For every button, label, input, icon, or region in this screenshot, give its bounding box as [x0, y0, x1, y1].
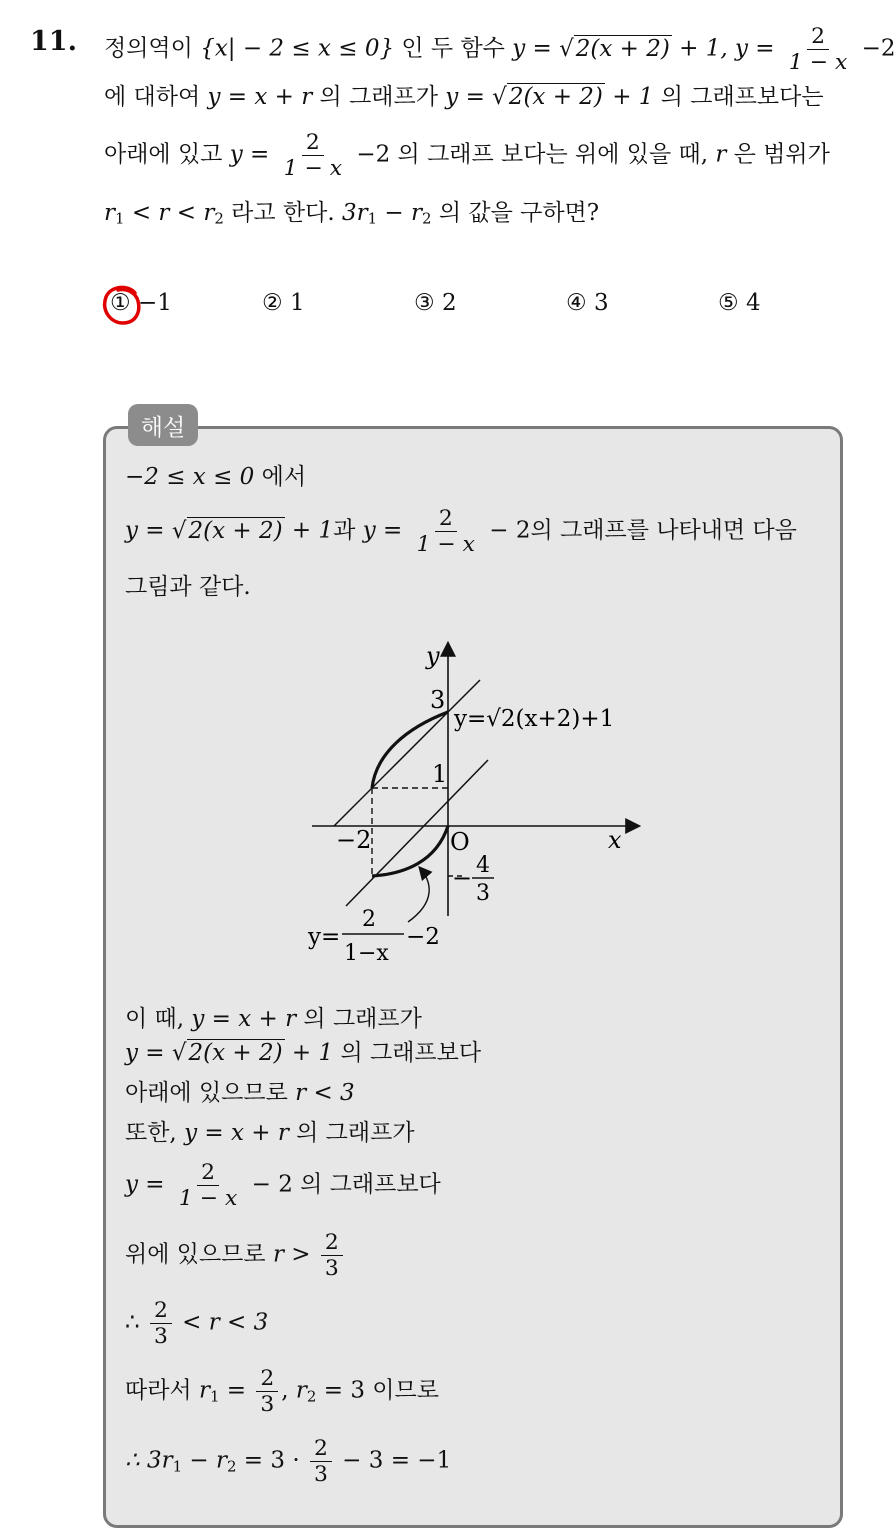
- text: 의 그래프가: [296, 1006, 422, 1032]
- math: 3r: [341, 200, 368, 226]
- solution-line-9: [125, 1230, 346, 1281]
- subscript: 2: [214, 209, 224, 228]
- fraction: [256, 1366, 278, 1417]
- text: 또한,: [125, 1120, 185, 1146]
- solution-line-5: [125, 1040, 481, 1068]
- fraction-denominator: 1 − x: [788, 50, 848, 76]
- question-number: 11.: [30, 26, 77, 57]
- math: + 1: [284, 1040, 334, 1066]
- fraction-denominator: 3: [260, 1392, 275, 1418]
- subscript: 2: [422, 209, 432, 228]
- fraction-numerator: 2: [321, 1230, 343, 1256]
- tick-label-3: 3: [430, 686, 446, 714]
- text: 이 때,: [125, 1006, 192, 1032]
- tick-label-neg2: −2: [336, 826, 372, 854]
- text: 의 그래프보다: [292, 1171, 441, 1198]
- math: −2 ≤ x ≤ 0: [125, 464, 255, 490]
- subscript: 2: [306, 1387, 317, 1406]
- choice-2[interactable]: [262, 290, 305, 316]
- subscript: 1: [367, 209, 378, 228]
- text: 의 그래프를 나타내면 다음: [530, 517, 797, 544]
- choice-value: −1: [137, 290, 172, 316]
- text: 이므로: [364, 1377, 439, 1404]
- math-y: y =: [125, 1171, 172, 1198]
- choice-value: 2: [441, 290, 457, 316]
- answer-circle-mark: [101, 283, 145, 327]
- math: − 2: [482, 517, 531, 544]
- y-axis-label: y: [426, 642, 440, 670]
- question-line-2: [104, 84, 824, 112]
- math: −2: [349, 141, 391, 168]
- math: < r < 3: [174, 1309, 269, 1336]
- math-y: y =: [125, 1040, 172, 1066]
- solution-line-11: [125, 1366, 439, 1417]
- solution-line-3: 그림과 같다.: [125, 574, 251, 600]
- math-y: y =: [445, 84, 493, 110]
- pointer-arrow: [408, 868, 429, 922]
- choice-value: 1: [289, 290, 305, 316]
- math: + 1: [604, 84, 654, 110]
- math: − r: [182, 1447, 227, 1474]
- math: r < 3: [295, 1080, 355, 1106]
- question-line-1: [104, 24, 896, 75]
- fraction-denominator: 1 − x: [178, 1186, 238, 1212]
- text: 의 그래프보다는: [653, 84, 824, 110]
- curve2-label-den: 1−x: [344, 941, 389, 966]
- math-y: y =: [362, 517, 410, 544]
- math: = 3: [316, 1377, 365, 1404]
- subscript: 1: [209, 1387, 220, 1406]
- text: 의 그래프 보다는 위에 있을 때,: [390, 141, 716, 168]
- curve2-label-prefix: y=: [308, 924, 341, 950]
- x-axis-label: x: [608, 826, 622, 854]
- fraction-denominator: 3: [324, 1256, 339, 1282]
- neg-frac-minus: −: [452, 864, 473, 892]
- text: 인 두 함수: [394, 35, 513, 62]
- fraction-denominator: 1 − x: [283, 156, 343, 182]
- solution-line-2: [125, 506, 797, 557]
- sqrt-expr: √2(x + 2): [492, 84, 603, 110]
- text: 의 그래프보다: [333, 1040, 482, 1066]
- subscript: 1: [172, 1457, 183, 1476]
- line-expr: y = x + r: [207, 84, 313, 110]
- radicand: 2(x + 2): [575, 35, 670, 62]
- solution-line-8: [125, 1160, 441, 1211]
- curve2-label-suffix: −2: [406, 924, 440, 950]
- solution-line-10: [125, 1298, 268, 1349]
- math: r: [198, 1377, 210, 1404]
- solution-tag: 해설: [128, 404, 198, 446]
- fraction-numerator: 2: [435, 506, 457, 532]
- solution-line-4: [125, 1006, 422, 1034]
- math: + 1,: [671, 35, 735, 62]
- fraction: [175, 1160, 241, 1211]
- text: 의 그래프가: [288, 1120, 415, 1146]
- text: 정의역이: [104, 35, 201, 62]
- math: − 2: [244, 1171, 293, 1198]
- text: 과: [333, 517, 363, 544]
- math: r >: [272, 1241, 318, 1268]
- math-r: r: [715, 141, 727, 168]
- text: 에 대하여: [104, 84, 208, 110]
- subscript: 1: [115, 209, 125, 228]
- fraction-numerator: 2: [256, 1366, 278, 1392]
- math-y: y =: [735, 35, 782, 62]
- fraction-numerator: 2: [197, 1160, 219, 1186]
- math-y: y =: [512, 35, 560, 62]
- math: r: [295, 1377, 307, 1404]
- text: 의 그래프가: [312, 84, 446, 110]
- choice-value: 3: [593, 290, 609, 316]
- math-y: y =: [229, 141, 277, 168]
- math: + 1: [284, 517, 334, 544]
- fraction-numerator: 2: [150, 1298, 172, 1324]
- therefore: ∴: [125, 1309, 147, 1336]
- math: ∴ 3r: [125, 1447, 173, 1474]
- sqrt-expr: √2(x + 2): [559, 35, 670, 62]
- sqrt-expr: √2(x + 2): [171, 1040, 283, 1066]
- math: < r <: [124, 200, 204, 226]
- function-graph: [296, 636, 656, 976]
- text: 위에 있으므로: [125, 1241, 273, 1268]
- fraction: [280, 130, 346, 181]
- choice-marker: ④: [566, 290, 587, 316]
- question-line-3: [104, 130, 830, 181]
- curve1-label: y=√2(x+2)+1: [454, 706, 615, 732]
- text: 라고 한다.: [223, 200, 342, 226]
- math: =: [219, 1377, 254, 1404]
- math: ,: [281, 1377, 296, 1404]
- fraction-denominator: 3: [153, 1324, 168, 1350]
- subscript: 2: [226, 1457, 237, 1476]
- line-expr: y = x + r: [184, 1120, 289, 1146]
- radicand: 2(x + 2): [188, 517, 283, 544]
- choice-marker: ③: [414, 290, 435, 316]
- fraction-numerator: 2: [807, 24, 829, 50]
- fraction-numerator: 2: [302, 130, 324, 156]
- question-line-4: [104, 200, 599, 229]
- choice-marker: ⑤: [718, 290, 739, 316]
- fraction: [413, 506, 479, 557]
- choice-value: 4: [745, 290, 761, 316]
- radicand: 2(x + 2): [508, 84, 603, 110]
- solution-line-1: [125, 464, 306, 492]
- math-y: y =: [125, 517, 172, 544]
- fraction-denominator: 3: [313, 1462, 328, 1488]
- origin-label: O: [450, 828, 470, 856]
- choice-marker: ②: [262, 290, 283, 316]
- choice-5[interactable]: [718, 290, 761, 316]
- choice-3[interactable]: [414, 290, 457, 316]
- curve2-label-num: 2: [362, 907, 376, 932]
- text: 따라서: [125, 1377, 199, 1404]
- neg-frac-num: 4: [476, 853, 490, 878]
- solution-line-12: [125, 1436, 451, 1487]
- line-expr: y = x + r: [191, 1006, 297, 1032]
- math: = 3 ·: [236, 1447, 307, 1474]
- fraction: [310, 1436, 332, 1487]
- math: − r: [377, 200, 422, 226]
- math: −2: [854, 35, 896, 62]
- choice-4[interactable]: [566, 290, 609, 316]
- math: − 3 = −1: [334, 1447, 452, 1474]
- solution-line-6: [125, 1080, 355, 1108]
- sqrt-expr: √2(x + 2): [171, 517, 283, 544]
- text: 아래에 있고: [104, 141, 230, 168]
- math-r2: r: [203, 200, 215, 226]
- fraction: [785, 24, 851, 75]
- text: 아래에 있으므로: [125, 1080, 296, 1106]
- text: 에서: [254, 464, 307, 490]
- neg-frac-den: 3: [476, 881, 490, 906]
- fraction-denominator: 1 − x: [416, 532, 475, 558]
- math-r1: r: [104, 200, 115, 226]
- fraction: [321, 1230, 343, 1281]
- fraction: [150, 1298, 172, 1349]
- solution-line-7: [125, 1120, 415, 1148]
- choice-marker: ①: [110, 290, 131, 316]
- line-upper: [334, 680, 480, 826]
- tick-label-1: 1: [432, 760, 448, 788]
- radicand: 2(x + 2): [188, 1040, 283, 1066]
- text: 은 범위가: [726, 141, 830, 168]
- fraction-numerator: 2: [310, 1436, 332, 1462]
- text: 의 값을 구하면?: [431, 200, 600, 226]
- domain-expr: {x| − 2 ≤ x ≤ 0}: [200, 35, 395, 62]
